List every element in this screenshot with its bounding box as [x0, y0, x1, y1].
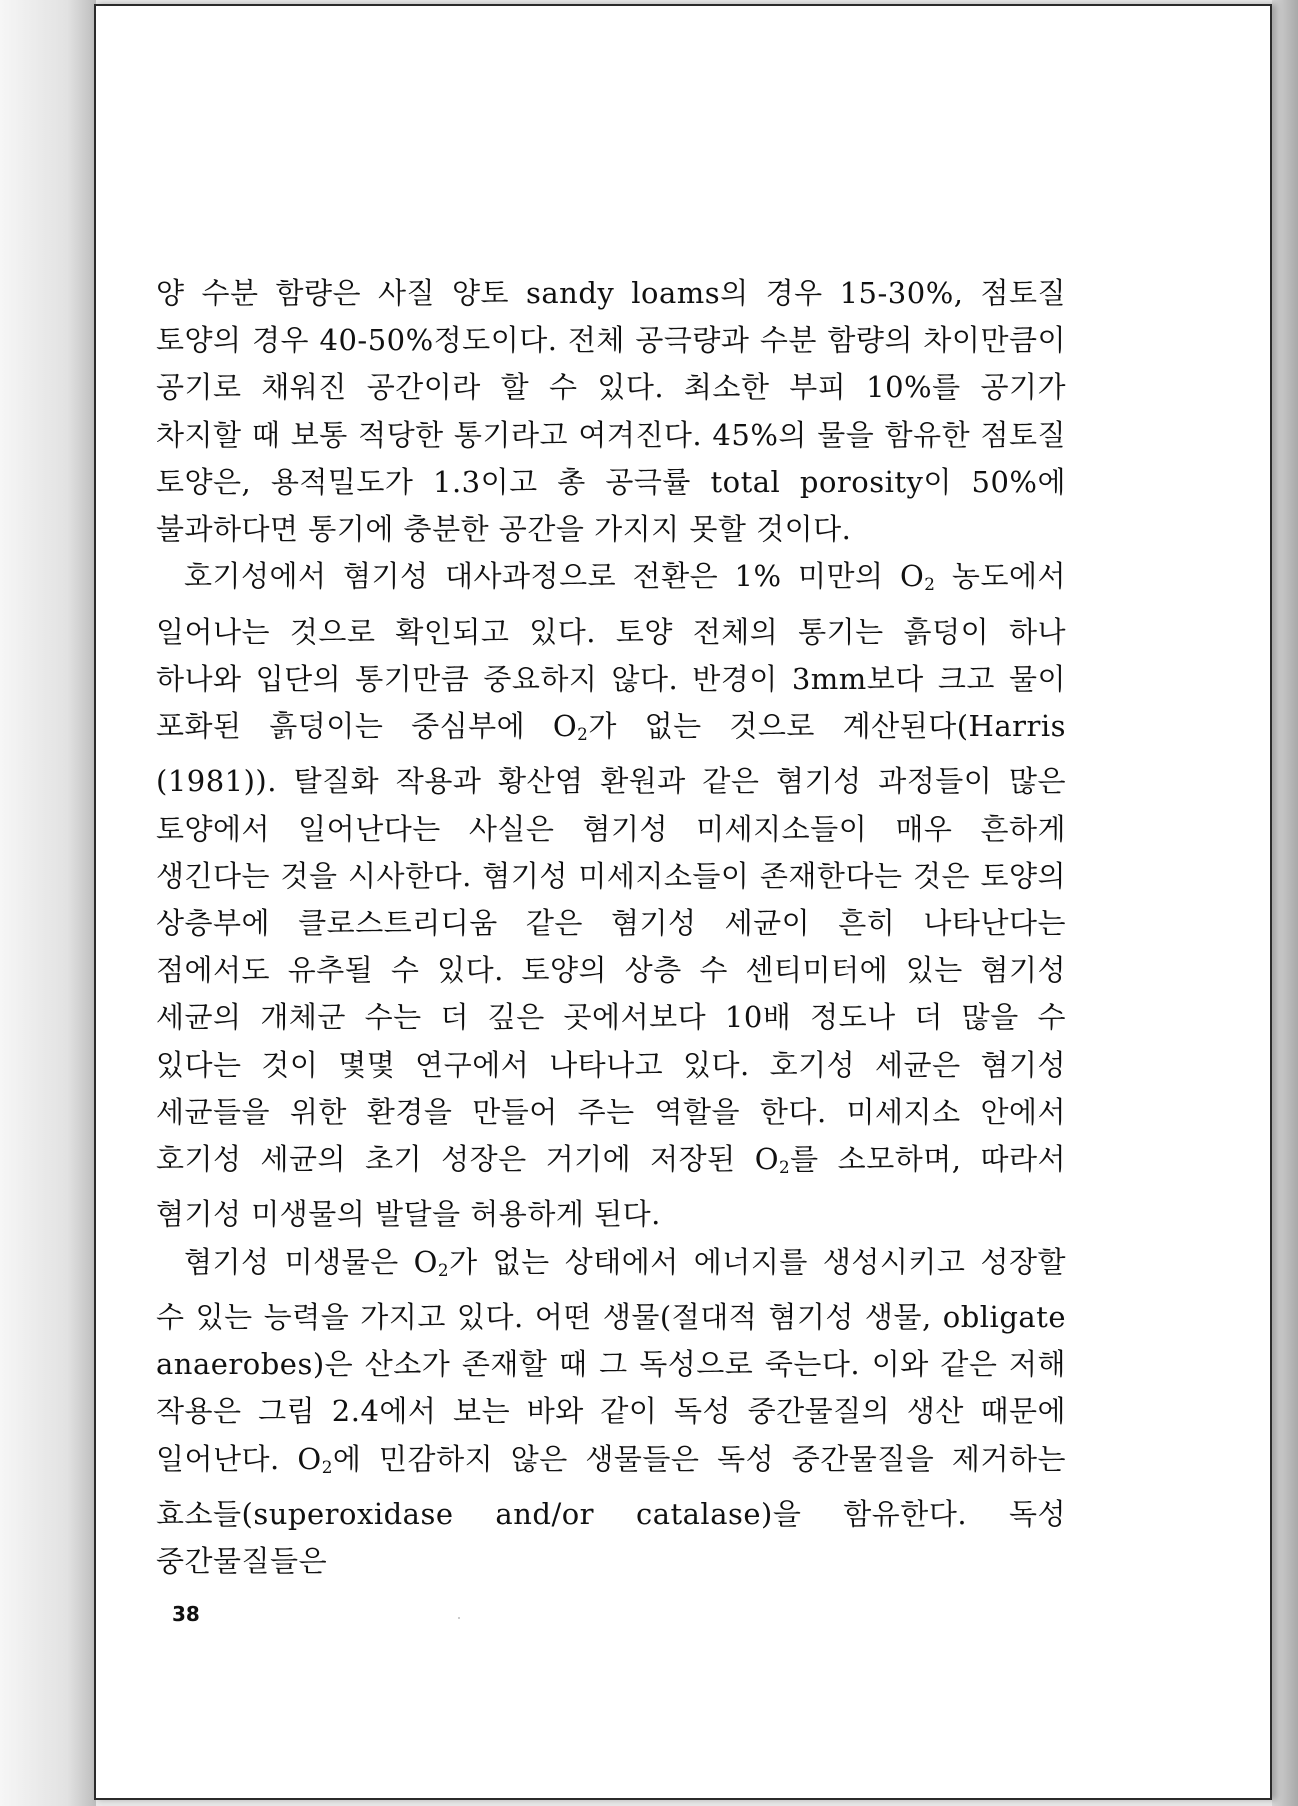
subscript-text: 2 [924, 574, 936, 595]
paragraph-text-run: 에 민감하지 않은 생물들은 독성 중간물질을 제거하는 효소들(superoxidase and/or catalase)을 함유한다. 독성 중간물질들은 [156, 1441, 1066, 1579]
page-number: 38 [172, 1602, 200, 1626]
paragraph-text-run: 가 없는 것으로 계산된다(Harris (1981)). 탈질화 작용과 황산염 환원과 같은 혐기성 과정들이 많은 토양에서 일어난다는 사실은 혐기성 미세지소들이 매우 흔하게 생긴다는 것을 시사한다. 혐기성 미세지소들이 존재한다는 것은 토양의 상층부에 클로스트리디움 같은 혐기성 세균이 흔히 나타난다는 점에서도 유추될 수 있다. 토양의 상층 수 센티미터에 있는 혐기성 세균의 개체군 수는 더 깊은 곳에서보다 10배 정도나 더 많을 수 있다는 것이 몇몇 연구에서 나타나고 있다. 호기성 세균은 혐기성 세균들을 위한 환경을 만들어 주는 역할을 한다. 미세지소 안에서 호기성 세균의 초기 성장은 거기에 저장된 O [156, 709, 1066, 1177]
scan-speck [458, 1617, 460, 1619]
subscript-text: 2 [321, 1456, 333, 1477]
right-page-edge [1272, 0, 1298, 1806]
paragraph-text-run: 혐기성 미생물은 O [184, 1244, 438, 1279]
subscript-text: 2 [778, 1157, 791, 1178]
paragraph-text-run: 농도에서 일어나는 것으로 확인되고 있다. 토양 전체의 통기는 흙덩이 하나 하나와 입단의 통기만큼 중요하지 않다. 반경이 3mm보다 크고 물이 포화된 흙덩이는 중심부에 O [156, 559, 1066, 744]
paragraph-3 [156, 1239, 1066, 1586]
paragraph-2 [156, 553, 1066, 1238]
paragraph-text-run: 호기성에서 혐기성 대사과정으로 전환은 1% 미만의 O [184, 559, 925, 594]
subscript-text: 2 [577, 724, 589, 745]
paragraph-1 [156, 270, 1066, 553]
page-body-text [156, 270, 1066, 1586]
paragraph-text-run: 가 없는 상태에서 에너지를 생성시키고 성장할 수 있는 능력을 가지고 있다. 어떤 생물(절대적 혐기성 생물, obligate anaerobes)은 산소가 존재할 때 그 독성으로 죽는다. 이와 같은 저해 작용은 그림 2.4에서 보는 바와 같이 독성 중간물질의 생산 때문에 일어난다. O [156, 1244, 1067, 1476]
subscript-text: 2 [437, 1259, 450, 1280]
paragraph-text-run: 양 수분 함량은 사질 양토 sandy loams의 경우 15-30%, 점토질 토양의 경우 40-50%정도이다. 전체 공극량과 수분 함량의 차이만큼이 공기로 채워진 공간이라 할 수 있다. 최소한 부피 10%를 공기가 차지할 때 보통 적당한 통기라고 여겨진다. 45%의 물을 함유한 점토질 토양은, 용적밀도가 1.3이고 총 공극률 total porosity이 50%에 불과하다면 통기에 충분한 공간을 가지지 못할 것이다. [156, 276, 1066, 547]
paragraph-text-run: 를 소모하며, 따라서 혐기성 미생물의 발달을 허용하게 된다. [156, 1142, 1066, 1232]
book-spine-shadow [0, 0, 96, 1806]
